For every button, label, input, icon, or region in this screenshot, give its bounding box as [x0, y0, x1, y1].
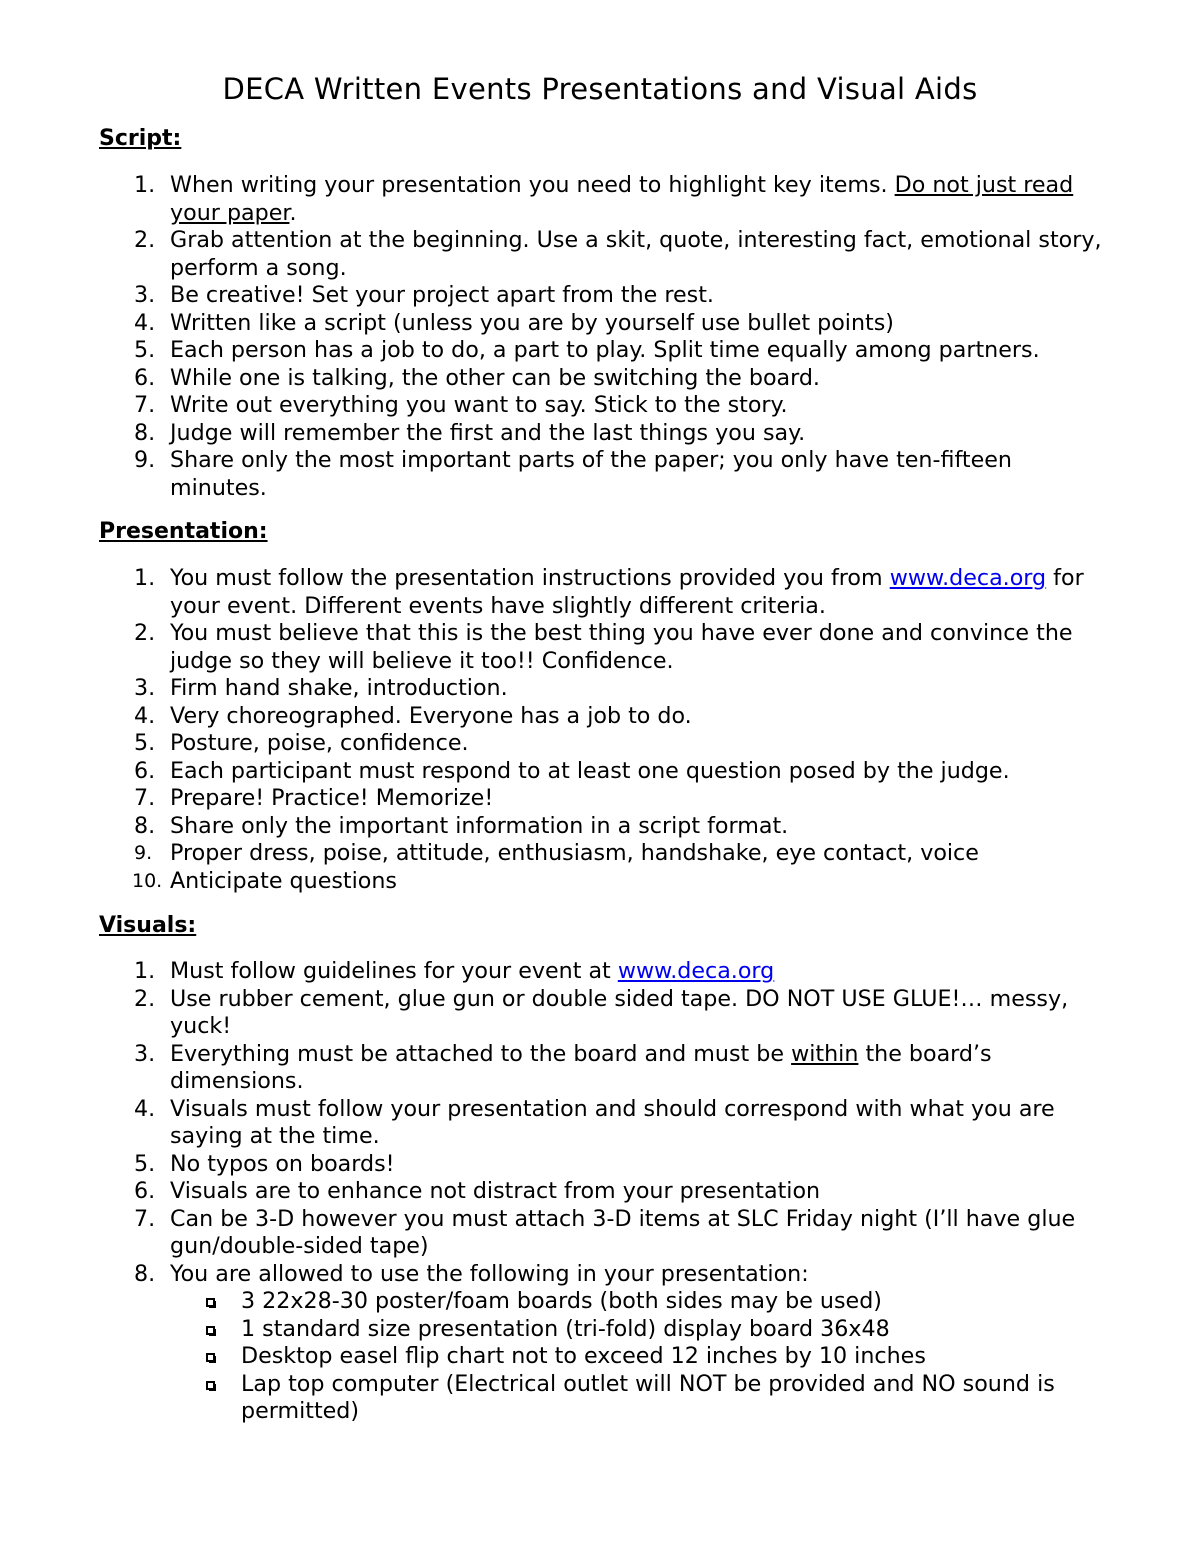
emphasis-text: Do not just read your paper	[170, 172, 1074, 226]
list-text: You must believe that this is the best thing you have ever done and convince the judge so they will believe it too!! Confidence.	[170, 620, 1073, 674]
list-number: 8.	[134, 812, 156, 839]
list-item	[0, 1151, 1110, 1179]
list-text: Prepare! Practice! Memorize!	[170, 785, 494, 811]
list-item	[0, 310, 1110, 338]
list-number: 1.	[134, 565, 156, 591]
list-text: When writing your presentation you need to highlight key items.	[170, 172, 895, 198]
deca-website-link[interactable]: www.deca.org	[617, 958, 775, 984]
section-heading-presentation: Presentation:	[99, 519, 268, 544]
list-text: Very choreographed. Everyone has a job to do.	[170, 702, 692, 729]
sub-list-text: Desktop easel flip chart not to exceed 12 inches by 10 inches	[241, 1343, 926, 1369]
list-item	[0, 172, 1110, 227]
list-text: Use rubber cement, glue gun or double sided tape. DO NOT USE GLUE!… messy, yuck!	[170, 985, 1069, 1039]
list-text: Grab attention at the beginning. Use a skit, quote, interesting fact, emotional story, perform a song.	[170, 227, 1102, 281]
allowed-items-list	[170, 1288, 1110, 1426]
list-item	[0, 675, 1110, 703]
list-text: Can be 3-D however you must attach 3-D items at SLC Friday night (I’ll have glue gun/double-sided tape)	[170, 1205, 1076, 1259]
list-number: 2.	[134, 620, 156, 646]
list-item	[0, 1178, 1110, 1206]
list-number: 8.	[134, 419, 156, 446]
sub-list-text: 3 22x28-30 poster/foam boards (both sides may be used)	[241, 1288, 882, 1314]
list-text: Written like a script (unless you are by yourself use bullet points)	[170, 309, 894, 336]
list-text: No typos on boards!	[170, 1150, 395, 1177]
list-number: 7.	[134, 785, 156, 811]
sub-list-item	[170, 1288, 1110, 1316]
list-number: 2.	[134, 227, 156, 253]
list-item	[0, 840, 1110, 868]
sub-list-item	[170, 1371, 1110, 1426]
list-item	[0, 1206, 1110, 1261]
list-text: Firm hand shake, introduction.	[170, 675, 508, 701]
list-number: 1.	[134, 172, 156, 198]
list-item	[0, 337, 1110, 365]
list-number: 4.	[134, 702, 156, 729]
list-item	[0, 282, 1110, 310]
list-number: 5.	[134, 730, 156, 756]
list-text: Write out everything you want to say. Stick to the story.	[170, 392, 788, 418]
list-text: Judge will remember the first and the last things you say.	[170, 419, 806, 446]
checkbox-bullet-icon	[206, 1353, 215, 1362]
list-item	[0, 730, 1110, 758]
section-heading-visuals: Visuals:	[99, 913, 197, 938]
sub-list-item	[170, 1343, 1110, 1371]
list-text: Everything must be attached to the board and must be	[170, 1040, 792, 1067]
list-item	[0, 1041, 1110, 1096]
list-number: 1.	[134, 958, 156, 984]
list-text: Visuals are to enhance not distract from your presentation	[170, 1178, 821, 1204]
list-number: 2.	[134, 985, 156, 1012]
list-number: 7.	[134, 392, 156, 418]
list-text: While one is talking, the other can be switching the board.	[170, 364, 820, 391]
list-item	[0, 785, 1110, 813]
visuals-list	[0, 958, 1110, 1426]
checkbox-bullet-icon	[206, 1326, 215, 1335]
list-item	[0, 1261, 1110, 1426]
list-text: Be creative! Set your project apart from the rest.	[170, 282, 714, 308]
list-text: for your event. Different events have slightly different criteria.	[170, 565, 1084, 619]
list-number: 6.	[134, 757, 156, 784]
list-item	[0, 565, 1110, 620]
list-text: You are allowed to use the following in your presentation:	[170, 1260, 809, 1287]
sub-list-item	[170, 1316, 1110, 1344]
list-number: 3.	[134, 1040, 156, 1067]
list-item	[0, 227, 1110, 282]
list-text: Visuals must follow your presentation and should correspond with what you are saying at the time.	[170, 1095, 1055, 1149]
list-item	[0, 420, 1110, 448]
list-item	[0, 365, 1110, 393]
list-number: 5.	[134, 337, 156, 363]
list-text: the board’s dimensions.	[170, 1040, 992, 1094]
list-number: 8.	[134, 1260, 156, 1287]
list-item	[0, 813, 1110, 841]
list-text: .	[289, 199, 297, 226]
list-item	[0, 620, 1110, 675]
list-text: Anticipate questions	[170, 867, 397, 894]
list-number: 9.	[134, 447, 156, 473]
section-heading-script: Script:	[99, 126, 182, 151]
list-text: Must follow guidelines for your event at	[170, 958, 618, 984]
emphasis-text: within	[791, 1040, 859, 1067]
script-list	[0, 172, 1110, 502]
list-number: 9.	[134, 842, 153, 864]
list-text: Share only the most important parts of the paper; you only have ten-fifteen minutes.	[170, 447, 1012, 501]
deca-website-link[interactable]: www.deca.org	[889, 565, 1047, 591]
sub-list-text: Lap top computer (Electrical outlet will NOT be provided and NO sound is permitted)	[241, 1370, 1055, 1424]
checkbox-bullet-icon	[206, 1298, 215, 1307]
list-text: Each participant must respond to at least one question posed by the judge.	[170, 757, 1010, 784]
list-number: 3.	[134, 675, 156, 701]
list-item	[0, 1096, 1110, 1151]
list-number: 4.	[134, 309, 156, 336]
list-number: 5.	[134, 1150, 156, 1177]
list-item	[0, 986, 1110, 1041]
list-number: 3.	[134, 282, 156, 308]
list-text: Proper dress, poise, attitude, enthusiasm, handshake, eye contact, voice	[170, 840, 979, 866]
list-item	[0, 758, 1110, 786]
list-item	[0, 868, 1110, 896]
list-number: 7.	[134, 1205, 156, 1232]
list-number: 6.	[134, 364, 156, 391]
list-item	[0, 703, 1110, 731]
checkbox-bullet-icon	[206, 1381, 215, 1390]
list-number: 6.	[134, 1178, 156, 1204]
list-text: Share only the important information in a script format.	[170, 812, 789, 839]
list-number: 4.	[134, 1095, 156, 1122]
presentation-list	[0, 565, 1110, 895]
sub-list-text: 1 standard size presentation (tri-fold) display board 36x48	[241, 1315, 890, 1342]
list-item	[0, 447, 1110, 502]
list-text: You must follow the presentation instructions provided you from	[170, 565, 890, 591]
list-number: 10.	[132, 869, 163, 892]
list-item	[0, 392, 1110, 420]
list-text: Each person has a job to do, a part to play. Split time equally among partners.	[170, 337, 1040, 363]
page-title: DECA Written Events Presentations and Visual Aids	[222, 72, 978, 106]
list-item	[0, 958, 1110, 986]
list-text: Posture, poise, confidence.	[170, 730, 469, 756]
